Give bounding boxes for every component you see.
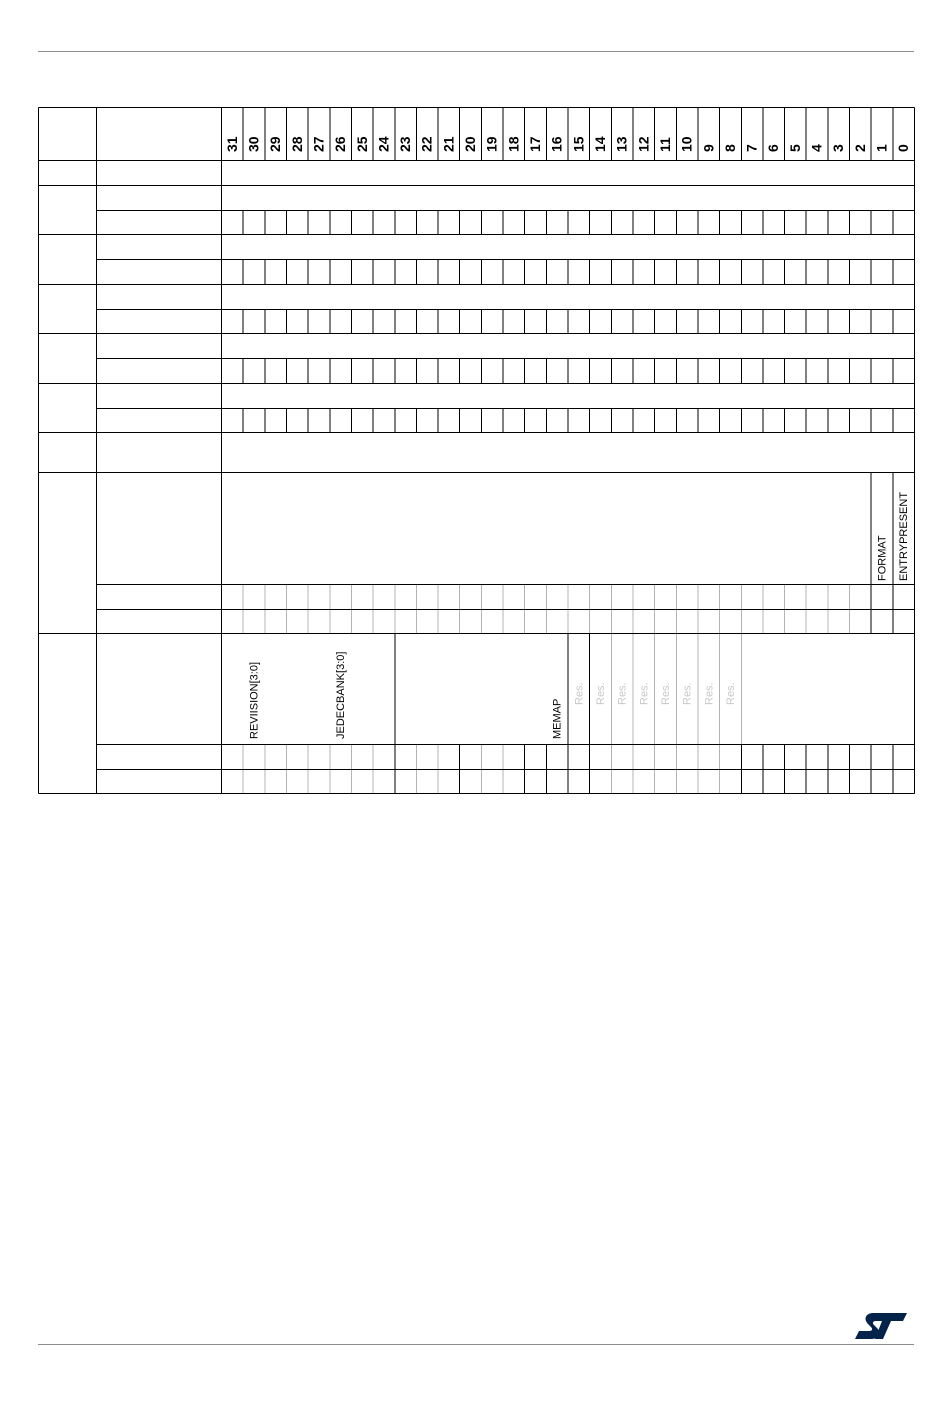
register-map-table bbox=[38, 107, 916, 795]
reserved-field-label: Res. bbox=[638, 682, 651, 705]
bit-number-header: 15 bbox=[570, 136, 587, 152]
bit-number-header: 20 bbox=[462, 136, 479, 152]
bit-number-header: 11 bbox=[656, 137, 673, 152]
reserved-field-label: Res. bbox=[573, 682, 586, 705]
bit-number-header: 14 bbox=[591, 136, 608, 152]
reserved-field-label: Res. bbox=[724, 682, 737, 705]
bit-number-header: 6 bbox=[765, 144, 782, 152]
top-rule bbox=[38, 51, 914, 52]
field-label-entrypresent: ENTRYPRESENT bbox=[898, 491, 911, 581]
reserved-field-label: Res. bbox=[703, 682, 716, 705]
logo-shape bbox=[855, 1313, 907, 1339]
reserved-field-label: Res. bbox=[681, 682, 694, 705]
bit-number-header: 2 bbox=[851, 144, 868, 152]
bit-number-header: 1 bbox=[873, 144, 890, 152]
bit-number-header: 16 bbox=[548, 136, 565, 152]
bit-number-header: 12 bbox=[635, 136, 652, 152]
bit-number-header: 3 bbox=[830, 144, 847, 152]
bit-number-header: 4 bbox=[808, 144, 825, 152]
reserved-field-label: Res. bbox=[594, 682, 607, 705]
bit-number-header: 21 bbox=[440, 136, 457, 152]
bit-number-header: 30 bbox=[245, 136, 262, 152]
bit-number-header: 31 bbox=[223, 136, 240, 152]
bit-number-header: 24 bbox=[375, 136, 392, 152]
bit-number-header: 10 bbox=[678, 136, 695, 152]
bit-number-header: 25 bbox=[353, 136, 370, 152]
bit-number-header: 5 bbox=[786, 144, 803, 152]
bit-number-header: 0 bbox=[895, 144, 912, 152]
bit-number-header: 7 bbox=[743, 144, 760, 152]
bit-number-header: 26 bbox=[332, 136, 349, 152]
bit-number-header: 23 bbox=[397, 136, 414, 152]
bit-number-header: 18 bbox=[505, 136, 522, 152]
st-logo-icon bbox=[853, 1311, 909, 1346]
bottom-rule bbox=[38, 1344, 914, 1345]
bit-number-header: 29 bbox=[267, 136, 284, 152]
field-label-jedecbank-3-0: JEDECBANK[3:0] bbox=[335, 651, 348, 739]
reserved-field-label: Res. bbox=[616, 682, 629, 705]
bit-number-header: 17 bbox=[527, 136, 544, 152]
bit-number-header: 22 bbox=[418, 136, 435, 152]
bit-number-header: 19 bbox=[483, 136, 500, 152]
bit-number-header: 27 bbox=[310, 136, 327, 152]
reserved-field-label: Res. bbox=[659, 682, 672, 705]
bit-number-header: 8 bbox=[721, 144, 738, 152]
field-label-memap: MEMAP bbox=[551, 698, 564, 739]
field-label-format: FORMAT bbox=[876, 535, 889, 581]
field-label-reviision-3-0: REVIISION[3:0] bbox=[248, 661, 261, 739]
bit-number-header: 28 bbox=[288, 136, 305, 152]
bit-number-header: 13 bbox=[613, 136, 630, 152]
bit-number-header: 9 bbox=[700, 144, 717, 152]
